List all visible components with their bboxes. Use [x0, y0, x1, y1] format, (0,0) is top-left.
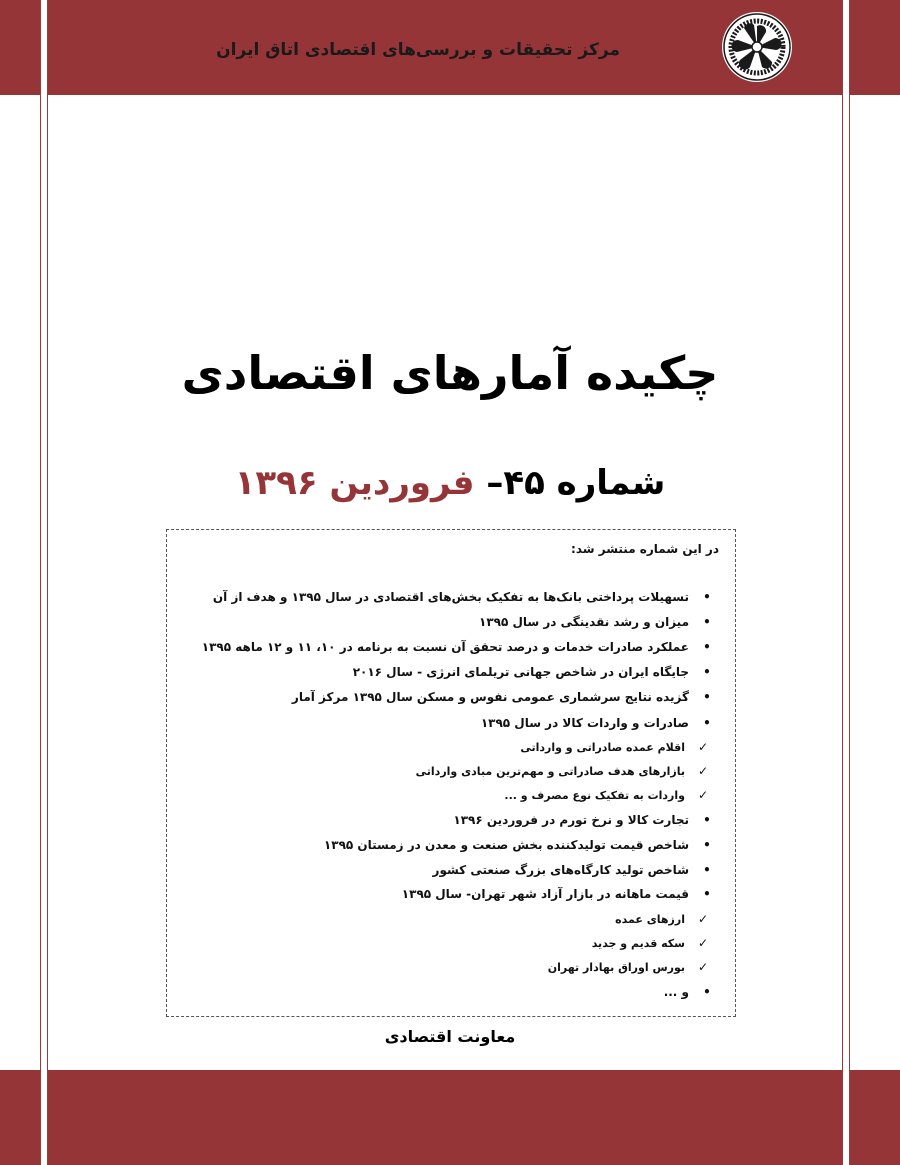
contents-list-item [353, 665, 713, 679]
contents-list-item [615, 912, 709, 926]
document-title: چکیده آمارهای اقتصادی [181, 346, 719, 400]
contents-item-text: سکه قدیم و جدید [591, 936, 685, 950]
issue-date: فروردین ۱۳۹۶ [234, 463, 475, 503]
contents-list-item [481, 716, 713, 730]
contents-item-text: ارزهای عمده [615, 912, 685, 926]
issue-line [150, 463, 750, 503]
contents-item-text: صادرات و واردات کالا در سال ۱۳۹۵ [480, 716, 689, 730]
bullet-icon: • [703, 985, 711, 999]
checkmark-icon: ✓ [697, 936, 709, 950]
bullet-icon: • [703, 716, 711, 730]
right-border-strip [842, 0, 850, 1165]
bullet-icon: • [703, 640, 711, 654]
contents-list-item [202, 640, 713, 654]
contents-list-item [479, 615, 713, 629]
contents-list-item [548, 960, 709, 974]
contents-item-text: اقلام عمده صادراتی و وارداتی [520, 740, 685, 754]
contents-list-item [324, 838, 713, 852]
footer-band [0, 1070, 900, 1165]
bullet-icon: • [703, 615, 711, 629]
contents-item-text: شاخص تولید کارگاه‌های بزرگ صنعتی کشور [432, 863, 689, 877]
contents-list-item [453, 813, 713, 827]
contents-item-text: بورس اوراق بهادار تهران [547, 960, 685, 974]
contents-intro: در این شماره منتشر شد: [571, 542, 719, 556]
contents-list-item [520, 740, 709, 754]
contents-list-item [664, 985, 713, 999]
contents-list-item [213, 590, 713, 604]
contents-item-text: تسهیلات پرداختی بانک‌ها به تفکیک بخش‌های اقتصادی در سال ۱۳۹۵ و هدف از آن [212, 590, 689, 604]
contents-item-text: گزیده نتایج سرشماری عمومی نفوس و مسکن سال ۱۳۹۵ مرکز آمار [291, 690, 689, 704]
contents-item-text: تجارت کالا و نرخ تورم در فروردین ۱۳۹۶ [453, 813, 689, 827]
bullet-icon: • [703, 887, 711, 901]
contents-item-text: میزان و رشد نقدینگی در سال ۱۳۹۵ [479, 615, 689, 629]
checkmark-icon: ✓ [697, 788, 709, 802]
department-label: معاونت اقتصادی [384, 1027, 516, 1046]
bullet-icon: • [703, 665, 711, 679]
checkmark-icon: ✓ [697, 740, 709, 754]
bullet-icon: • [703, 813, 711, 827]
contents-item-text: قیمت ماهانه در بازار آزاد شهر تهران- سال ۱۳۹۵ [401, 887, 689, 901]
contents-item-text: عملکرد صادرات خدمات و درصد تحقق آن نسبت به برنامه در ۱۰، ۱۱ و ۱۲ ماهه ۱۳۹۵ [201, 640, 689, 654]
left-border-strip [40, 0, 48, 1165]
contents-list-item [416, 764, 709, 778]
contents-item-text: و ... [663, 985, 689, 999]
chamber-logo-icon [720, 10, 794, 84]
bullet-icon: • [703, 690, 711, 704]
checkmark-icon: ✓ [697, 960, 709, 974]
checkmark-icon: ✓ [697, 912, 709, 926]
contents-list-item [292, 690, 713, 704]
contents-box [166, 529, 736, 1017]
issue-number: شماره ۴۵– [486, 463, 666, 503]
contents-item-text: شاخص قیمت تولیدکننده بخش صنعت و معدن در زمستان ۱۳۹۵ [323, 838, 689, 852]
contents-list-item [433, 863, 713, 877]
bullet-icon: • [703, 838, 711, 852]
contents-item-text: جایگاه ایران در شاخص جهانی تریلمای انرژی - سال ۲۰۱۶ [352, 665, 689, 679]
contents-list-item [504, 788, 709, 802]
bullet-icon: • [703, 863, 711, 877]
checkmark-icon: ✓ [697, 764, 709, 778]
contents-list-item [402, 887, 713, 901]
contents-item-text: واردات به تفکیک نوع مصرف و ... [504, 788, 685, 802]
contents-item-text: بازارهای هدف صادراتی و مهم‌ترین مبادی وارداتی [415, 764, 685, 778]
contents-list-item [592, 936, 709, 950]
bullet-icon: • [703, 590, 711, 604]
organization-name: مرکز تحقیقات و بررسی‌های اقتصادی اتاق ایران [216, 40, 620, 60]
